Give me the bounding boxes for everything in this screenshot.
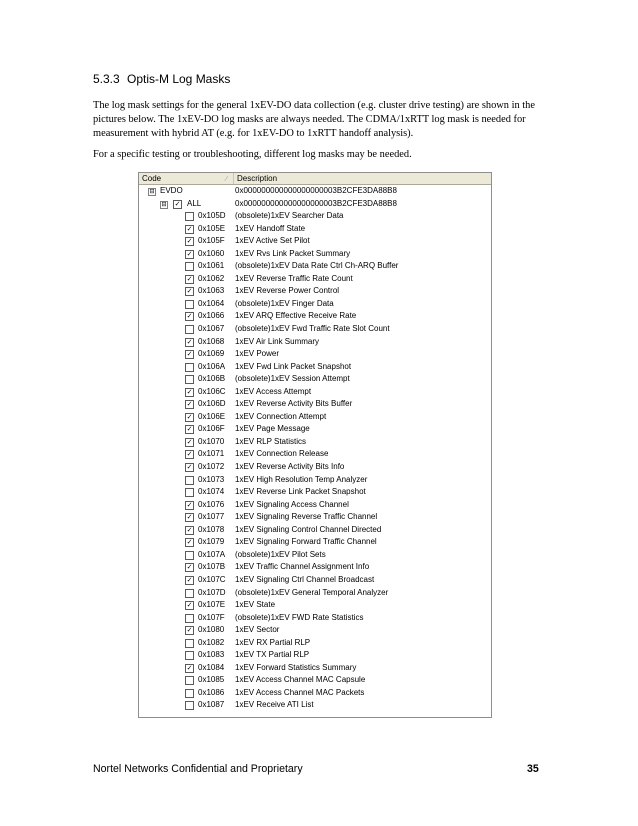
log-code: 0x1068 bbox=[198, 336, 225, 346]
log-description: 1xEV Signaling Ctrl Channel Broadcast bbox=[235, 574, 375, 584]
log-code: 0x1078 bbox=[198, 524, 225, 534]
table-row[interactable] bbox=[139, 499, 491, 512]
log-code: 0x1072 bbox=[198, 462, 225, 472]
log-description: 1xEV Connection Attempt bbox=[235, 411, 327, 421]
log-code: 0x1061 bbox=[198, 261, 225, 271]
log-description: 1xEV Access Attempt bbox=[235, 386, 312, 396]
table-row[interactable] bbox=[139, 235, 491, 248]
log-code: 0x1074 bbox=[198, 487, 225, 497]
log-description: (obsolete)1xEV Data Rate Ctrl Ch-ARQ Buffer bbox=[235, 261, 399, 271]
log-mask-screenshot bbox=[138, 172, 492, 718]
log-description: 1xEV Power bbox=[235, 349, 280, 359]
log-code-checkbox[interactable]: ✓ bbox=[186, 526, 193, 534]
log-description: 1xEV Rvs Link Packet Summary bbox=[235, 248, 351, 258]
table-row[interactable] bbox=[139, 524, 491, 537]
table-row[interactable] bbox=[139, 561, 491, 574]
log-code: 0x1087 bbox=[198, 700, 225, 710]
log-code: 0x1080 bbox=[198, 625, 225, 635]
table-row[interactable] bbox=[139, 285, 491, 298]
log-code: 0x107B bbox=[198, 562, 226, 572]
log-description: 1xEV RX Partial RLP bbox=[235, 637, 311, 647]
log-description: 1xEV Reverse Activity Bits Buffer bbox=[235, 399, 353, 409]
table-row[interactable] bbox=[139, 436, 491, 449]
table-row[interactable] bbox=[139, 223, 491, 236]
note-paragraph: For a specific testing or troubleshooting, different log masks may be needed. bbox=[93, 149, 412, 160]
table-row[interactable] bbox=[139, 674, 491, 687]
table-row[interactable] bbox=[139, 574, 491, 587]
checkbox-all[interactable]: ✓ bbox=[174, 200, 181, 208]
log-code-checkbox[interactable]: ✓ bbox=[186, 338, 193, 346]
tree-row-all[interactable] bbox=[139, 198, 491, 211]
sort-icon: ⁄ bbox=[225, 176, 227, 183]
section-heading bbox=[93, 72, 230, 86]
table-row[interactable] bbox=[139, 448, 491, 461]
log-code: 0x1062 bbox=[198, 273, 225, 283]
log-description: 1xEV Page Message bbox=[235, 424, 310, 434]
log-code-checkbox[interactable] bbox=[185, 676, 194, 685]
table-row[interactable] bbox=[139, 649, 491, 662]
log-code: 0x1085 bbox=[198, 675, 225, 685]
tree-row-evdo[interactable] bbox=[139, 185, 491, 198]
log-code-checkbox[interactable]: ✓ bbox=[186, 313, 193, 321]
log-description: 1xEV Fwd Link Packet Snapshot bbox=[235, 361, 352, 371]
log-code-checkbox[interactable]: ✓ bbox=[186, 238, 193, 246]
log-description: 1xEV Reverse Activity Bits Info bbox=[235, 462, 345, 472]
log-code: 0x106E bbox=[198, 411, 226, 421]
log-code-checkbox[interactable] bbox=[185, 701, 194, 710]
log-description: 1xEV State bbox=[235, 600, 276, 610]
log-code: 0x1086 bbox=[198, 687, 225, 697]
log-description: 1xEV Signaling Access Channel bbox=[235, 499, 349, 509]
log-code: 0x106B bbox=[198, 374, 226, 384]
log-code-checkbox[interactable]: ✓ bbox=[186, 438, 193, 446]
log-code-checkbox[interactable] bbox=[185, 375, 194, 384]
table-row[interactable] bbox=[139, 323, 491, 336]
log-code-checkbox[interactable] bbox=[185, 639, 194, 648]
log-code: 0x1069 bbox=[198, 349, 225, 359]
log-code-checkbox[interactable] bbox=[185, 551, 194, 560]
log-code-checkbox[interactable] bbox=[185, 476, 194, 485]
log-description: (obsolete)1xEV Finger Data bbox=[235, 298, 334, 308]
log-code: 0x1071 bbox=[198, 449, 225, 459]
log-code-checkbox[interactable]: ✓ bbox=[186, 576, 193, 584]
table-row[interactable] bbox=[139, 587, 491, 600]
log-code: 0x1077 bbox=[198, 512, 225, 522]
table-row[interactable] bbox=[139, 536, 491, 549]
log-code: 0x105F bbox=[198, 236, 225, 246]
log-code: 0x1063 bbox=[198, 286, 225, 296]
log-description: 1xEV Access Channel MAC Capsule bbox=[235, 675, 366, 685]
log-code-checkbox[interactable]: ✓ bbox=[186, 275, 193, 283]
log-description: 1xEV RLP Statistics bbox=[235, 436, 306, 446]
log-code-checkbox[interactable]: ✓ bbox=[186, 351, 193, 359]
tree-node-evdo-mask: 0x000000000000000000003B2CFE3DA88B8 bbox=[235, 186, 397, 195]
log-code-checkbox[interactable] bbox=[185, 614, 194, 623]
log-code-checkbox[interactable]: ✓ bbox=[186, 514, 193, 522]
log-description: 1xEV Active Set Pilot bbox=[235, 236, 310, 246]
log-code-checkbox[interactable] bbox=[185, 262, 194, 271]
table-row[interactable] bbox=[139, 549, 491, 562]
column-header-description-label: Description bbox=[237, 174, 278, 183]
log-code: 0x1079 bbox=[198, 537, 225, 547]
log-code-checkbox[interactable]: ✓ bbox=[186, 401, 193, 409]
log-description: 1xEV Handoff State bbox=[235, 223, 306, 233]
tree-node-all-label: ALL bbox=[187, 198, 202, 208]
log-code-checkbox[interactable]: ✓ bbox=[186, 426, 193, 434]
log-description: (obsolete)1xEV Session Attempt bbox=[235, 374, 350, 384]
log-description: 1xEV Signaling Reverse Traffic Channel bbox=[235, 512, 378, 522]
log-description: (obsolete)1xEV Fwd Traffic Rate Slot Count bbox=[235, 324, 390, 334]
table-row[interactable] bbox=[139, 210, 491, 223]
table-row[interactable] bbox=[139, 260, 491, 273]
log-code: 0x1083 bbox=[198, 650, 225, 660]
table-row[interactable] bbox=[139, 248, 491, 261]
log-description: (obsolete)1xEV Searcher Data bbox=[235, 211, 344, 221]
intro-paragraph: The log mask settings for the general 1xEV-DO data collection (e.g. cluster drive testing) are shown in the pictures below. The 1xEV-DO log masks are always needed. The CDMA/1xRTT log mask is needed for measurement with hybrid AT (e.g. for 1xEV-DO to 1xRTT handoff analysis). bbox=[93, 100, 535, 139]
log-code: 0x107C bbox=[198, 574, 226, 584]
log-description: (obsolete)1xEV General Temporal Analyzer bbox=[235, 587, 389, 597]
log-code: 0x1084 bbox=[198, 662, 225, 672]
log-description: (obsolete)1xEV Pilot Sets bbox=[235, 549, 326, 559]
log-code-checkbox[interactable] bbox=[185, 488, 194, 497]
log-code-checkbox[interactable]: ✓ bbox=[186, 413, 193, 421]
table-row[interactable] bbox=[139, 411, 491, 424]
collapse-icon[interactable]: ⊟ bbox=[161, 201, 167, 208]
column-header-code[interactable] bbox=[139, 173, 234, 184]
section-number: 5.3.3 bbox=[93, 72, 120, 86]
log-code: 0x1064 bbox=[198, 298, 225, 308]
log-code-checkbox[interactable]: ✓ bbox=[186, 388, 193, 396]
log-description: 1xEV Receive ATI List bbox=[235, 700, 314, 710]
log-description: 1xEV Forward Statistics Summary bbox=[235, 662, 357, 672]
log-code-checkbox[interactable]: ✓ bbox=[186, 451, 193, 459]
table-row[interactable] bbox=[139, 612, 491, 625]
table-row[interactable] bbox=[139, 336, 491, 349]
collapse-icon[interactable]: ⊟ bbox=[149, 189, 155, 195]
table-row[interactable] bbox=[139, 486, 491, 499]
table-row[interactable] bbox=[139, 637, 491, 650]
table-row[interactable] bbox=[139, 662, 491, 675]
log-code: 0x106D bbox=[198, 399, 226, 409]
log-description: 1xEV Reverse Traffic Rate Count bbox=[235, 273, 353, 283]
log-code: 0x106A bbox=[198, 361, 226, 371]
log-code: 0x106F bbox=[198, 424, 225, 434]
table-row[interactable] bbox=[139, 687, 491, 700]
table-row[interactable] bbox=[139, 398, 491, 411]
log-code: 0x1082 bbox=[198, 637, 225, 647]
log-description: 1xEV TX Partial RLP bbox=[235, 650, 310, 660]
log-code: 0x105D bbox=[198, 211, 226, 221]
log-mask-tree bbox=[139, 185, 491, 712]
log-code-checkbox[interactable]: ✓ bbox=[186, 564, 193, 572]
table-row[interactable] bbox=[139, 599, 491, 612]
log-code: 0x107F bbox=[198, 612, 225, 622]
table-row[interactable] bbox=[139, 348, 491, 361]
log-code: 0x105E bbox=[198, 223, 226, 233]
log-code: 0x1060 bbox=[198, 248, 225, 258]
table-row[interactable] bbox=[139, 310, 491, 323]
log-code: 0x107A bbox=[198, 549, 226, 559]
log-code-checkbox[interactable]: ✓ bbox=[186, 464, 193, 472]
log-description: 1xEV Signaling Forward Traffic Channel bbox=[235, 537, 377, 547]
log-code: 0x107D bbox=[198, 587, 226, 597]
table-row[interactable] bbox=[139, 461, 491, 474]
page-number: 35 bbox=[527, 763, 539, 775]
log-code-checkbox[interactable]: ✓ bbox=[186, 539, 193, 547]
log-code: 0x107E bbox=[198, 600, 226, 610]
log-code-checkbox[interactable]: ✓ bbox=[186, 627, 193, 635]
log-code-checkbox[interactable]: ✓ bbox=[186, 664, 193, 672]
table-row[interactable] bbox=[139, 511, 491, 524]
log-description: 1xEV Reverse Link Packet Snapshot bbox=[235, 487, 366, 497]
tree-node-evdo-label: EVDO bbox=[160, 186, 183, 195]
log-description: 1xEV Reverse Power Control bbox=[235, 286, 340, 296]
log-code-checkbox[interactable] bbox=[185, 589, 194, 598]
log-code: 0x1076 bbox=[198, 499, 225, 509]
log-code: 0x1067 bbox=[198, 324, 225, 334]
log-code: 0x1070 bbox=[198, 436, 225, 446]
table-header bbox=[139, 173, 491, 185]
log-code-checkbox[interactable]: ✓ bbox=[186, 250, 193, 258]
column-header-description[interactable] bbox=[234, 173, 491, 184]
log-code-checkbox[interactable]: ✓ bbox=[186, 602, 193, 610]
log-description: 1xEV Access Channel MAC Packets bbox=[235, 687, 365, 697]
log-code-checkbox[interactable] bbox=[185, 363, 194, 372]
footer-text: Nortel Networks Confidential and Proprietary bbox=[93, 763, 303, 775]
log-code-checkbox[interactable]: ✓ bbox=[186, 501, 193, 509]
log-code: 0x106C bbox=[198, 386, 226, 396]
log-description: 1xEV Connection Release bbox=[235, 449, 329, 459]
table-row[interactable] bbox=[139, 699, 491, 712]
log-description: 1xEV Traffic Channel Assignment Info bbox=[235, 562, 370, 572]
table-row[interactable] bbox=[139, 298, 491, 311]
log-description: 1xEV High Resolution Temp Analyzer bbox=[235, 474, 368, 484]
log-description: 1xEV Sector bbox=[235, 625, 280, 635]
log-code-checkbox[interactable] bbox=[185, 651, 194, 660]
log-code-checkbox[interactable] bbox=[185, 325, 194, 334]
column-header-code-label: Code bbox=[142, 174, 162, 183]
log-code-checkbox[interactable]: ✓ bbox=[186, 225, 193, 233]
log-description: 1xEV ARQ Effective Receive Rate bbox=[235, 311, 357, 321]
log-description: 1xEV Signaling Control Channel Directed bbox=[235, 524, 382, 534]
table-row[interactable] bbox=[139, 386, 491, 399]
table-row[interactable] bbox=[139, 373, 491, 386]
log-description: 1xEV Air Link Summary bbox=[235, 336, 320, 346]
section-title: Optis-M Log Masks bbox=[127, 72, 231, 86]
table-row[interactable] bbox=[139, 361, 491, 374]
log-code-checkbox[interactable] bbox=[185, 212, 194, 221]
log-code-checkbox[interactable] bbox=[185, 689, 194, 698]
log-code: 0x1073 bbox=[198, 474, 225, 484]
table-row[interactable] bbox=[139, 423, 491, 436]
tree-node-all-mask: 0x000000000000000000003B2CFE3DA88B8 bbox=[235, 198, 397, 208]
table-row[interactable] bbox=[139, 474, 491, 487]
table-row[interactable] bbox=[139, 624, 491, 637]
log-code-checkbox[interactable] bbox=[185, 300, 194, 309]
log-code-checkbox[interactable]: ✓ bbox=[186, 288, 193, 296]
log-code: 0x1066 bbox=[198, 311, 225, 321]
table-row[interactable] bbox=[139, 273, 491, 286]
log-description: (obsolete)1xEV FWD Rate Statistics bbox=[235, 612, 364, 622]
